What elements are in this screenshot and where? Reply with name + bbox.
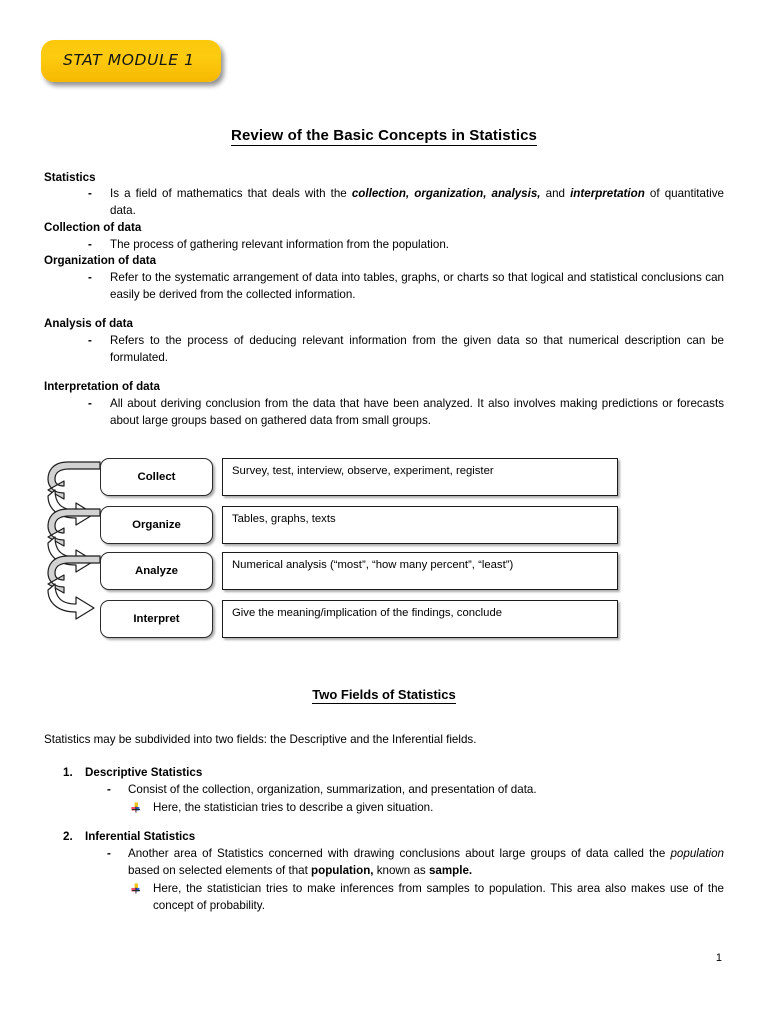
field-note-text: Here, the statistician tries to describe a given situation. <box>153 800 434 814</box>
section-subtitle-text: Two Fields of Statistics <box>312 687 456 702</box>
fields-list <box>44 765 724 914</box>
field-item-1-heading <box>44 765 724 782</box>
stage-label-analyze: Analyze <box>100 552 213 590</box>
term-bullet-text: Refers to the process of deducing relevant information from the given data so that numerical description can be formulated. <box>110 333 724 364</box>
stage-label-collect: Collect <box>100 458 213 496</box>
term-bullet-analysis <box>44 333 724 367</box>
field-item-1-dash <box>44 782 724 799</box>
definitions-section <box>44 170 724 429</box>
emphasis-terms: collection, organization, analysis, <box>351 187 541 201</box>
module-banner-label: STAT MODULE 1 <box>41 40 221 82</box>
emphasis-population-italic: population <box>670 847 724 861</box>
dash-marker: - <box>88 187 92 201</box>
list-number: 2. <box>63 830 73 844</box>
module-banner <box>41 40 221 82</box>
term-bullet-collection <box>44 237 724 254</box>
page-title <box>0 127 768 144</box>
term-heading-organization: Organization of data <box>44 254 157 268</box>
term-heading-interpretation: Interpretation of data <box>44 380 160 394</box>
wingding-arrow-icon <box>131 883 153 917</box>
list-number: 1. <box>63 766 73 779</box>
field-item-2-dash <box>44 846 724 880</box>
term-heading-statistics: Statistics <box>44 171 96 184</box>
stage-label-organize: Organize <box>100 506 213 544</box>
curved-arrows-group <box>44 452 102 644</box>
field-item-2-heading <box>44 829 724 846</box>
stage-desc-collect: Survey, test, interview, observe, experiment, register <box>222 458 618 496</box>
field-name: Inferential Statistics <box>85 830 196 844</box>
term-bullet-text: The process of gathering relevant information from the population. <box>110 237 449 251</box>
term-bullet-text: Is a field of mathematics that deals with the collection, organization, analysis, and interpretation of quantitative data. <box>110 187 724 218</box>
page-number: 1 <box>715 952 722 964</box>
dash-marker: - <box>88 237 92 251</box>
dash-marker: - <box>107 782 111 796</box>
field-item-2-note <box>44 881 724 915</box>
page-title-text: Review of the Basic Concepts in Statistics <box>231 127 537 144</box>
dash-marker: - <box>88 396 92 410</box>
dash-marker: - <box>88 270 92 284</box>
field-name: Descriptive Statistics <box>85 766 203 779</box>
stage-label-interpret: Interpret <box>100 600 213 638</box>
term-bullet-text: All about deriving conclusion from the data that have been analyzed. It also involves making predictions or forecasts about large groups based on gathered data from small groups. <box>110 396 724 427</box>
wingding-arrow-icon <box>131 802 153 819</box>
dash-marker: - <box>107 847 111 861</box>
emphasis-population-bold: population, <box>311 863 374 877</box>
field-dash-text: Consist of the collection, organization, summarization, and presentation of data. <box>128 782 537 796</box>
emphasis-sample-bold: sample. <box>428 863 473 877</box>
term-heading-collection: Collection of data <box>44 221 142 235</box>
term-bullet-organization <box>44 270 724 304</box>
term-bullet-statistics <box>44 186 724 220</box>
term-bullet-interpretation <box>44 396 724 430</box>
term-heading-analysis: Analysis of data <box>44 317 133 331</box>
term-bullet-text: Refer to the systematic arrangement of data into tables, graphs, or charts so that logical and statistical conclusions can easily be derived from the collected information. <box>110 270 724 301</box>
stage-desc-analyze: Numerical analysis (“most”, “how many percent”, “least”) <box>222 552 618 590</box>
section-lead-text: Statistics may be subdivided into two fields: the Descriptive and the Inferential fields. <box>44 733 477 746</box>
stage-desc-interpret: Give the meaning/implication of the findings, conclude <box>222 600 618 638</box>
dash-marker: - <box>88 333 92 347</box>
process-diagram <box>44 452 624 644</box>
field-item-1-note <box>44 800 724 817</box>
emphasis-interpretation: interpretation <box>570 187 645 201</box>
stage-desc-organize: Tables, graphs, texts <box>222 506 618 544</box>
field-dash-text: Another area of Statistics concerned with drawing conclusions about large groups of data called the population based on selected elements of that population, known as sample. <box>128 847 724 877</box>
field-note-text: Here, the statistician tries to make inferences from samples to population. This area also makes use of the concept of probability. <box>153 881 724 912</box>
section-subtitle <box>0 687 768 702</box>
